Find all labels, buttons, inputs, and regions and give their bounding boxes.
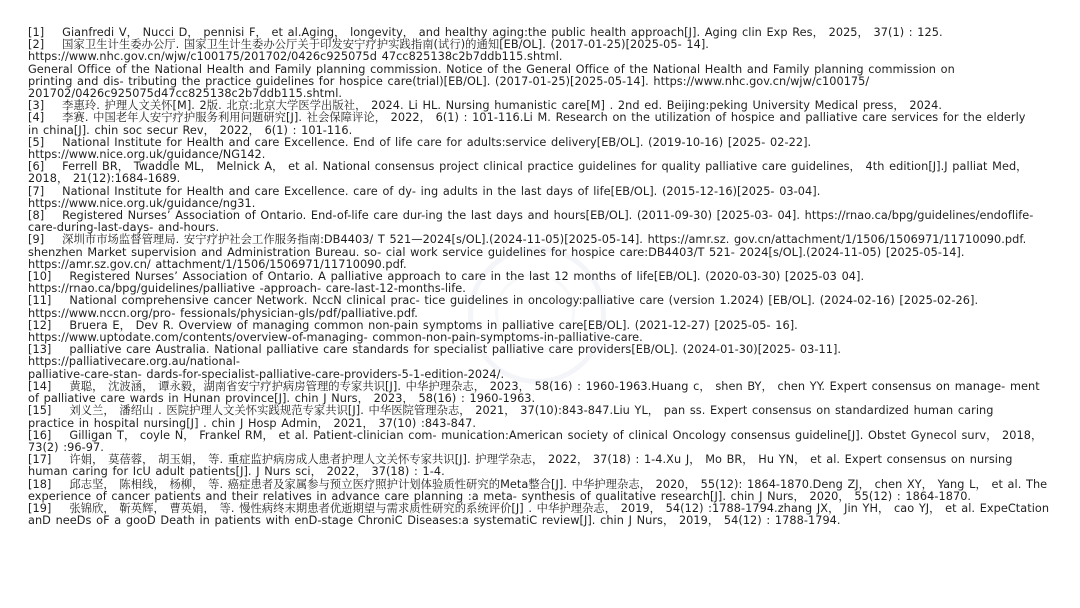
reference-entry — [28, 186, 1052, 210]
reference-number: [10] — [28, 270, 52, 284]
reference-text: care-during-last-days- and-hours. — [28, 221, 220, 235]
reference-text: National Institute for Health and care Excellence. care of dy- ing adults in the last days of life[EB/OL]. (2015-12-16)[2025- 03-04]. https://www.nice.org.uk/guidance/ng31. — [28, 184, 821, 210]
reference-text: https://www.uptodate.com/contents/overview-of-managing- common-non-pain-symptoms-in-palliative-care. — [28, 331, 643, 345]
reference-number: [18] — [28, 477, 52, 491]
reference-number: [5] — [28, 135, 45, 149]
reference-text: experience of cancer patients and their relatives in advance care planning :a meta- synthesis of qualitative research[J]. chin J Nurs， 2020， 55(12) : 1864-1870. — [28, 489, 972, 503]
reference-text: 李惠玲. 护理人文关怀[M]. 2版. 北京:北京大学医学出版社， 2024. Li HL. Nursing humanistic care[M] . 2nd ed. Beijing:peking University Medical press， 2024. — [62, 99, 942, 113]
reference-number: [8] — [28, 209, 45, 223]
reference-text: https://www.nhc.gov.cn/wjw/c100175/201702/0426c925075d 47cc825138c2b7ddb115.shtml. — [28, 50, 563, 64]
reference-entry — [28, 161, 1052, 173]
reference-text: https://www.nccn.org/pro- fessionals/physician-gls/pdf/palliative.pdf. — [28, 306, 418, 320]
reference-text: Ferrell BR， Twaddle ML， Melnick A， et al. National consensus project clinical practice guidelines for quality palliative care guidelines， 4th edition[J].J palliat Med， — [62, 160, 1028, 174]
reference-number: [19] — [28, 501, 52, 515]
reference-number: [11] — [28, 294, 52, 308]
reference-number: [2] — [28, 38, 45, 52]
reference-entry-continuation — [28, 515, 1052, 527]
reference-text: Gianfredi V， Nucci D， pennisi F， et al.Aging， longevity， and healthy aging:the public health approach[J]. Aging clin Exp Res， 2025， 37(1) : 125. — [62, 26, 943, 39]
reference-text: in china[J]. chin soc secur Rev， 2022， 6(1) : 101-116. — [28, 123, 353, 137]
reference-text: 2018， 21(12):1684-1689. — [28, 172, 181, 186]
reference-text: Registered Nurses’ Association of Ontario. A palliative approach to care in the last 12 months of life[EB/OL]. (2020-03-30) [2025-03 04]. — [69, 270, 865, 284]
reference-text: 邱志坚， 陈相线， 杨柳， 等. 癌症患者及家属参与预立医疗照护计划体验质性研究的Meta整合[J]. 中华护理杂志， 2020， 55(12): 1864-1870.Deng ZJ， chen XY， Yang L， et al. The — [69, 477, 1048, 491]
reference-text: Registered Nurses’ Association of Ontario. End-of-life care dur-ing the last days and hours[EB/OL]. (2011-09-30) [2025-03- 04]. https://rnao.ca/bpg/guidelines/endoflife- — [62, 209, 1034, 223]
reference-text: 许娟， 莫蓓蓉， 胡玉娟， 等. 重症监护病房成人患者护理人文关怀专家共识[J]. 护理学杂志， 2022， 37(18) : 1-4.Xu J， Mo BR， Hu YN， et al. Expert consensus on nursing — [69, 453, 1013, 467]
reference-number: [6] — [28, 160, 45, 174]
reference-number: [16] — [28, 428, 52, 442]
reference-text: National comprehensive cancer Network. NccN clinical prac- tice guidelines in oncology:palliative care (version 1.2024) [EB/OL]. (2024-02-16) [2025-02-26]. — [69, 294, 979, 308]
reference-text: of palliative care wards in Hunan province[J]. chin J Nurs， 2023， 58(16) : 1960-1963. — [28, 392, 536, 406]
reference-text: 73(2) :96-97. — [28, 440, 104, 454]
reference-text: human caring for IcU adult patients[J]. J Nurs sci， 2022， 37(18) : 1-4. — [28, 465, 445, 479]
reference-text: https://amr.sz.gov.cn/ attachment/1/1506/1506971/11710090.pdf. — [28, 257, 407, 271]
reference-number: [7] — [28, 184, 45, 198]
reference-text: 201702/0426c925075d47cc825138c2b7ddb115.shtml. — [28, 87, 343, 101]
reference-entry — [28, 344, 1052, 368]
reference-text: palliative-care-stan- dards-for-specialist-palliative-care-providers-5-1-edition-2024/. — [28, 367, 505, 381]
reference-text: Gilligan T， coyle N， Frankel RM， et al. Patient-clinician com- munication:American society of clinical Oncology consensus guideline[J]. Obstet Gynecol surv， 2018， — [69, 428, 1043, 442]
reference-text: anD neeDs oF a gooD Death in patients with enD-stage ChroniC Diseases:a systematiC review[J]. chin J Nurs， 2019， 54(12) : 1788-1794. — [28, 514, 841, 528]
reference-number: [9] — [28, 233, 45, 247]
reference-text: practice in hospital nursing[J] . chin J Hosp Admin， 2021， 37(10) :843-847. — [28, 416, 477, 430]
reference-text: shenzhen Market supervision and Administration Bureau. so- cial work service guidelines for hospice care:DB4403/T 521- 2024[s/OL].(2024-11-05) [2025-05-14]. — [28, 245, 965, 259]
reference-number: [4] — [28, 111, 45, 125]
reference-text: General Office of the National Health and Family planning commission. Notice of the General Office of the National Health and Family planning commission on — [28, 62, 955, 76]
reference-number: [17] — [28, 453, 52, 467]
reference-number: [15] — [28, 404, 52, 418]
reference-text: 李赛. 中国老年人安宁疗护服务利用问题研究[J]. 社会保障评论， 2022， 6(1) : 101-116.Li M. Research on the utilization of hospice and palliative care services for the elderly — [62, 111, 1026, 125]
reference-text: 国家卫生计生委办公厅. 国家卫生计生委办公厅关于印发安宁疗护实践指南(试行)的通知[EB/OL]. (2017-01-25)[2025-05- 14]. — [62, 38, 709, 52]
reference-list — [28, 27, 1052, 527]
reference-number: [12] — [28, 318, 52, 332]
reference-number: [13] — [28, 343, 52, 357]
reference-text: https://www.nice.org.uk/guidance/NG142. — [28, 148, 266, 162]
reference-text: National Institute for Health and care Excellence. End of life care for adults:service delivery[EB/OL]. (2019-10-16) [2025- 02-22]. — [62, 135, 812, 149]
reference-text: Bruera E， Dev R. Overview of managing common non-pain symptoms in palliative care[EB/OL]. (2021-12-27) [2025-05- 16]. — [69, 318, 798, 332]
reference-text: 深圳市市场监督管理局. 安宁疗护社会工作服务指南:DB4403/ T 521—2024[s/OL].(2024-11-05)[2025-05-14]. https://amr.sz. gov.cn/attachment/1/1506/1506971/11710090.pdf. — [62, 233, 1027, 247]
reference-text: 黄聪， 沈波涵， 谭永毅，湖南省安宁疗护病房管理的专家共识[J]. 中华护理杂志， 2023， 58(16) : 1960-1963.Huang c， shen BY， chen YY. Expert consensus on manage- ment — [69, 379, 1040, 393]
reference-text: 张锦欣， 靳英辉， 曹英娟， 等. 慢性病终末期患者优逝期望与需求质性研究的系统评价[J] . 中华护理杂志， 2019， 54(12) :1788-1794.zhang JX， Jin YH， cao YJ， et al. ExpeCtation — [69, 501, 1050, 515]
reference-number: [14] — [28, 379, 52, 393]
reference-number: [1] — [28, 26, 45, 39]
reference-number: [3] — [28, 99, 45, 113]
reference-entry — [28, 430, 1052, 442]
reference-text: https://rnao.ca/bpg/guidelines/palliative -approach- care-last-12-months-life. — [28, 282, 466, 296]
reference-text: printing and dis- tributing the practice guidelines for hospice care(trial)[EB/OL]. (2017-01-25)[2025-05-14]. https://www.nhc.gov.cn/wjw/c100175/ — [28, 74, 870, 88]
reference-text: 刘义兰， 潘绍山 . 医院护理人文关怀实践规范专家共识[J]. 中华医院管理杂志， 2021， 37(10):843-847.Liu YL， pan ss. Expert consensus on standardized human caring — [69, 404, 994, 418]
reference-text: palliative care Australia. National palliative care standards for specialist palliative care providers[EB/OL]. (2024-01-30)[2025- 03-11]. https://palliativecare.org.au/national- — [28, 343, 842, 369]
